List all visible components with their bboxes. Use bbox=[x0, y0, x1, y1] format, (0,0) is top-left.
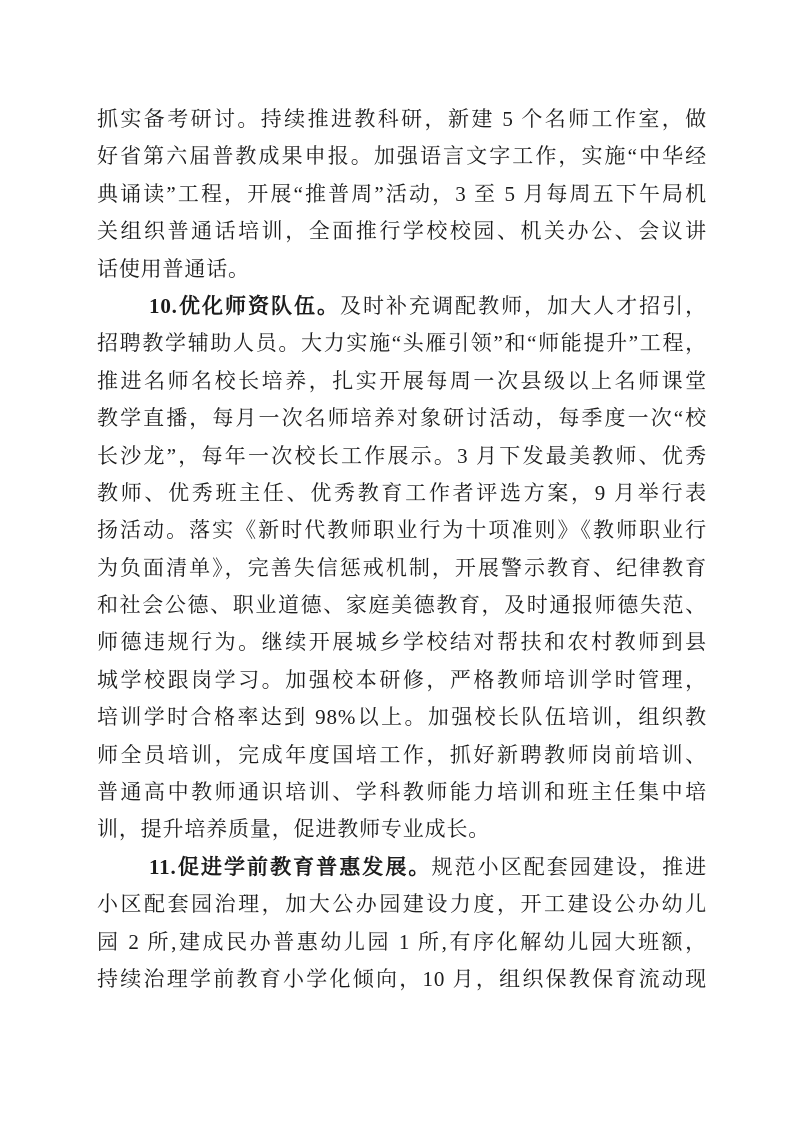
section-11-heading: 11.促进学前教育普惠发展。 bbox=[149, 854, 432, 879]
text-line: 园 2 所,建成民办普惠幼儿园 1 所,有序化解幼儿园大班额， bbox=[97, 929, 707, 954]
text-line: 话使用普通话。 bbox=[97, 256, 250, 281]
text-line: 师德违规行为。继续开展城乡学校结对帮扶和农村教师到县 bbox=[97, 630, 707, 655]
page-text-area bbox=[97, 101, 707, 998]
text-line bbox=[97, 849, 707, 886]
text-line: 典诵读”工程，开展“推普周”活动，3 至 5 月每周五下午局机 bbox=[97, 181, 707, 206]
text-line: 持续治理学前教育小学化倾向，10 月，组织保教保育流动现 bbox=[97, 966, 707, 991]
text-line: 小区配套园治理，加大公办园建设力度，开工建设公办幼儿 bbox=[97, 892, 707, 917]
text-line: 好省第六届普教成果申报。加强语言文字工作，实施“中华经 bbox=[97, 144, 707, 169]
text-line: 城学校跟岗学习。加强校本研修，严格教师培训学时管理， bbox=[97, 667, 707, 692]
text-line: 教学直播，每月一次名师培养对象研讨活动，每季度一次“校 bbox=[97, 406, 707, 431]
text-line: 普通高中教师通识培训、学科教师能力培训和班主任集中培 bbox=[97, 780, 707, 805]
section-11-lead-text: 规范小区配套园建设，推进 bbox=[431, 854, 707, 879]
text-line: 招聘教学辅助人员。大力实施“头雁引领”和“师能提升”工程， bbox=[97, 331, 707, 356]
text-line: 为负面清单》，完善失信惩戒机制，开展警示教育、纪律教育 bbox=[97, 555, 707, 580]
text-line: 师全员培训，完成年度国培工作，抓好新聘教师岗前培训、 bbox=[97, 742, 707, 767]
text-line: 推进名师名校长培养，扎实开展每周一次县级以上名师课堂 bbox=[97, 368, 707, 393]
text-line: 关组织普通话培训，全面推行学校校园、机关办公、会议讲 bbox=[97, 219, 707, 244]
text-line: 培训学时合格率达到 98%以上。加强校长队伍培训，组织教 bbox=[97, 705, 707, 730]
text-line bbox=[97, 288, 707, 325]
text-line: 扬活动。落实《新时代教师职业行为十项准则》《教师职业行 bbox=[97, 518, 707, 543]
text-line: 教师、优秀班主任、优秀教育工作者评选方案，9 月举行表 bbox=[97, 480, 707, 505]
text-line: 长沙龙”，每年一次校长工作展示。3 月下发最美教师、优秀 bbox=[97, 443, 707, 468]
paragraph-section-11 bbox=[97, 849, 707, 999]
text-line: 训，提升培养质量，促进教师专业成长。 bbox=[97, 817, 491, 842]
text-line: 抓实备考研讨。持续推进教科研，新建 5 个名师工作室，做 bbox=[97, 107, 707, 131]
text-line: 和社会公德、职业道德、家庭美德教育，及时通报师德失范、 bbox=[97, 593, 707, 618]
section-10-lead-text: 及时补充调配教师，加大人才招引， bbox=[340, 293, 707, 318]
section-10-heading: 10.优化师资队伍。 bbox=[149, 293, 341, 318]
paragraph-section-10 bbox=[97, 288, 707, 849]
paragraph-continuation bbox=[97, 101, 707, 288]
